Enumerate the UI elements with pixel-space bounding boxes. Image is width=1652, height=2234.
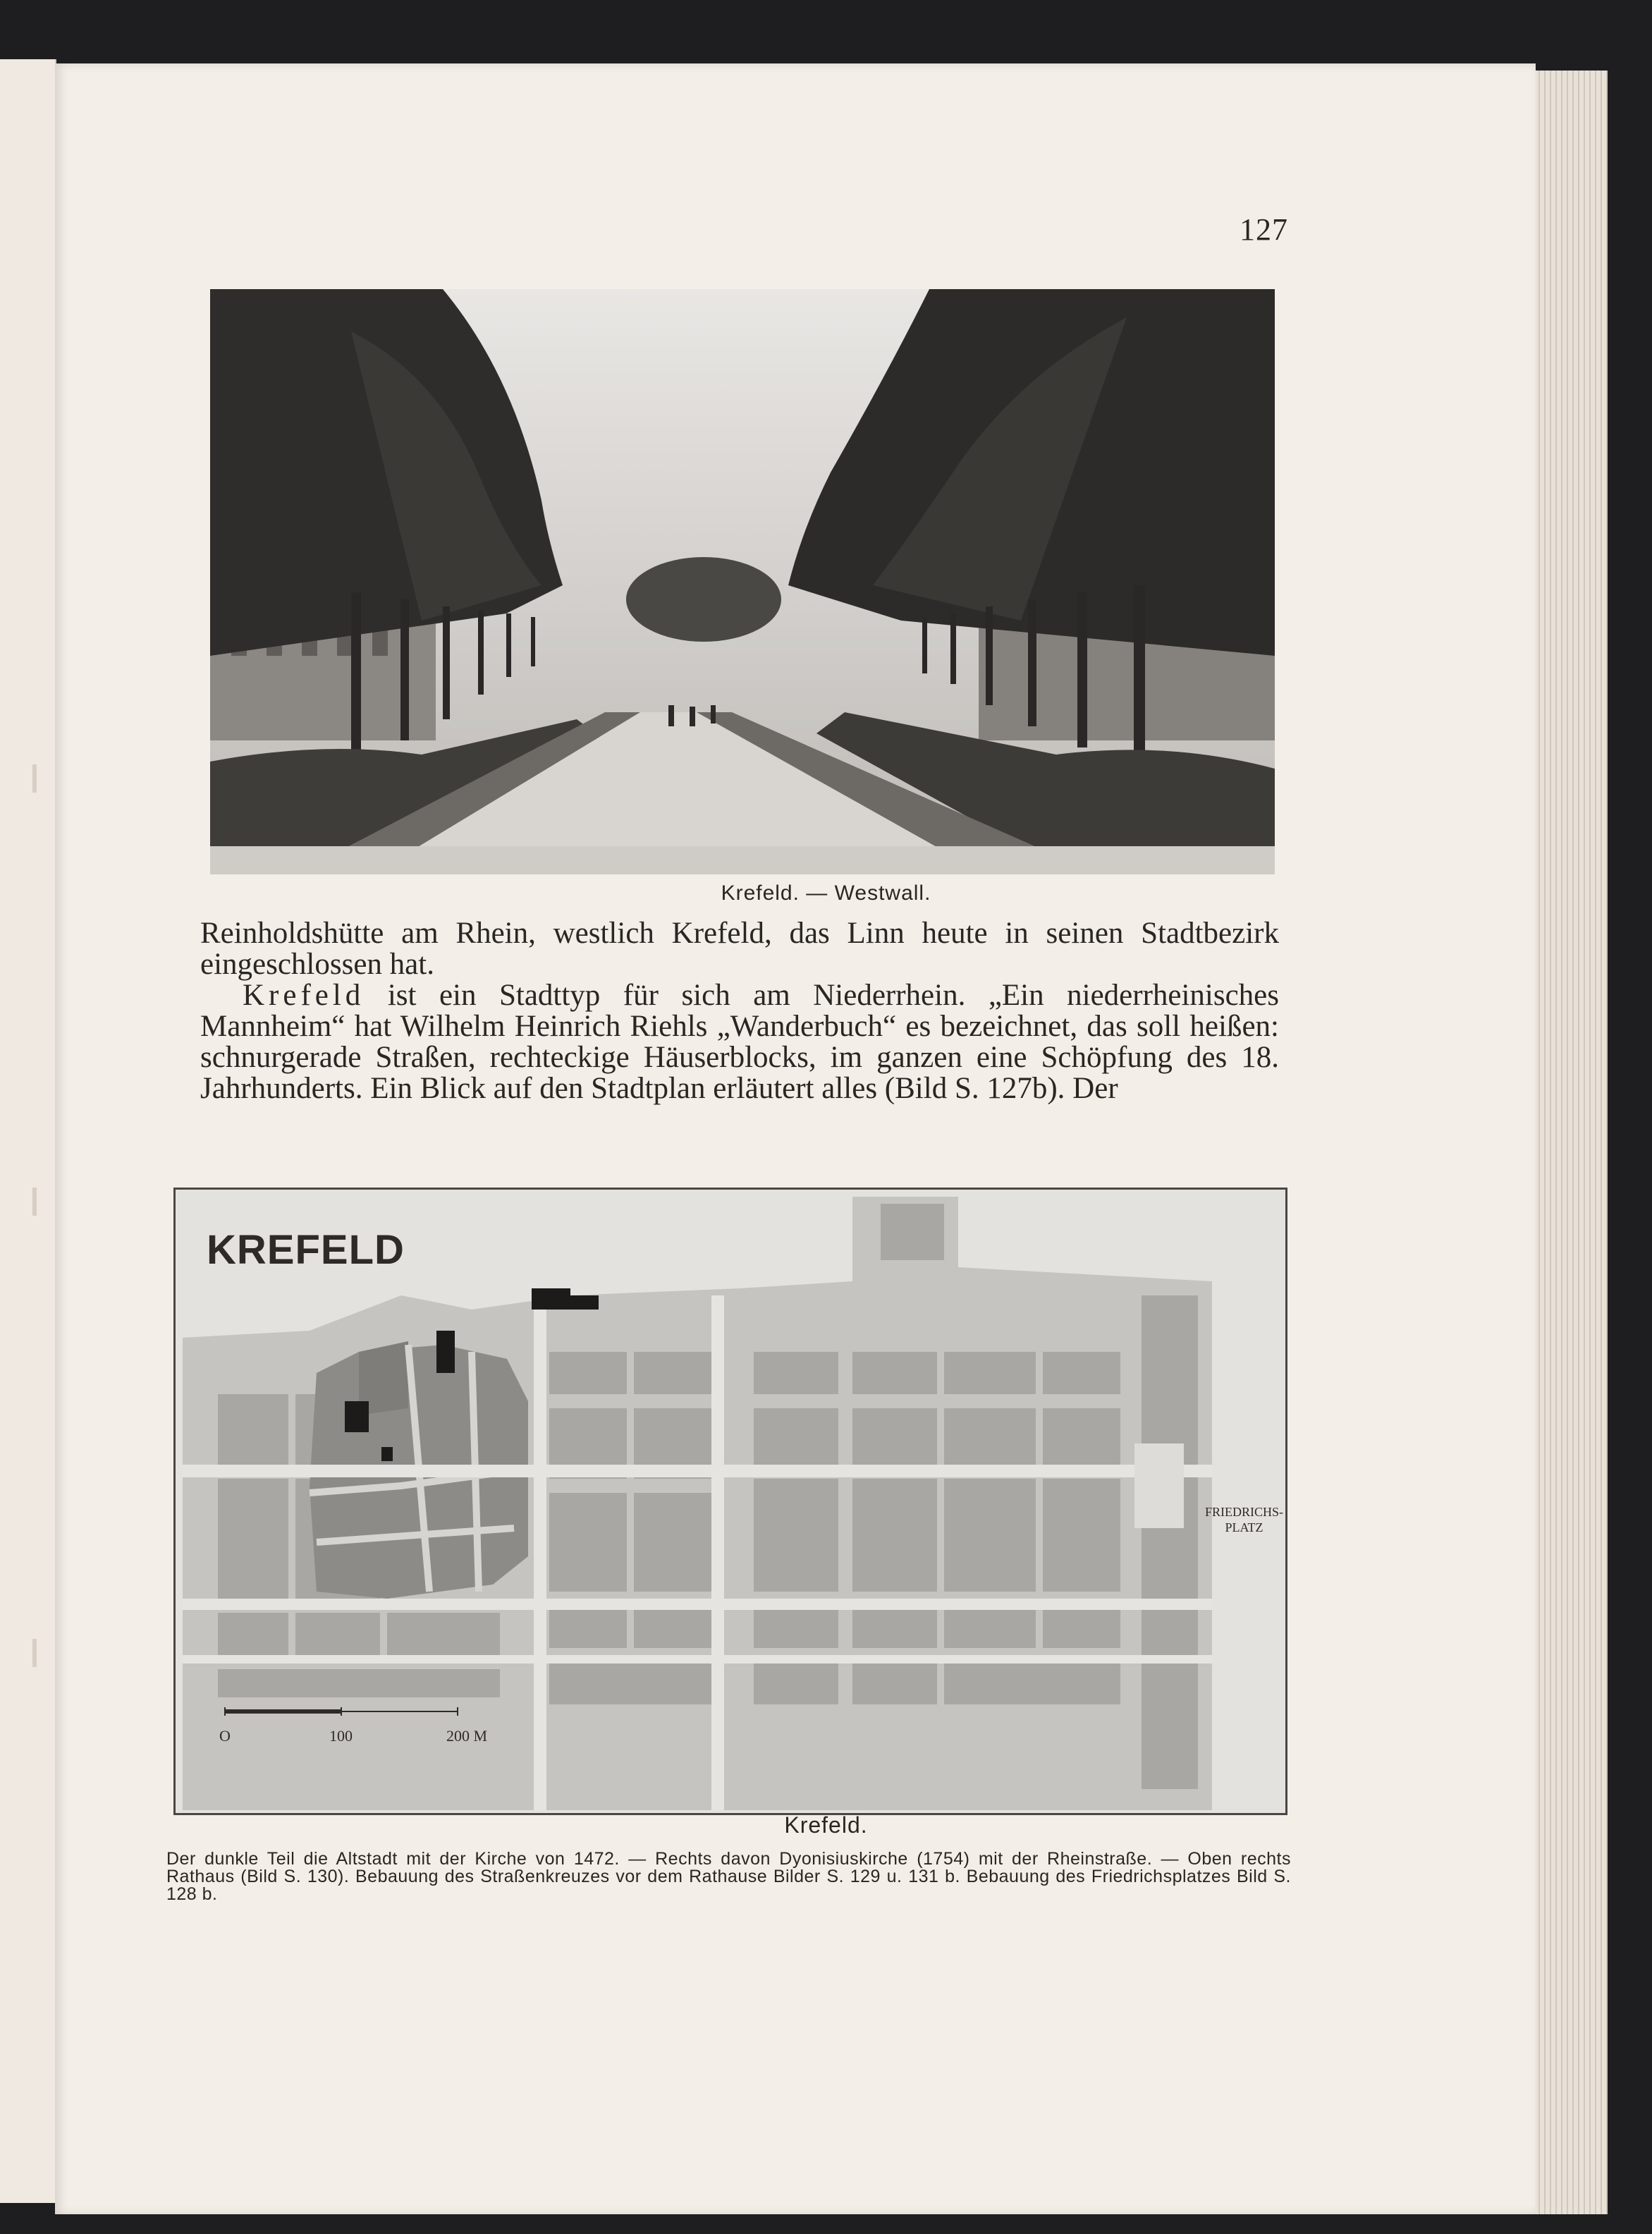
map-caption-text: Der dunkle Teil die Altstadt mit der Kirche von 1472. — Rechts davon Dyonisiuskirche (1754) mit der Rheinstraße. — Oben rechts Rathaus (Bild S. 130). Bebauung des Straßenkreuzes vor dem Rathause Bilder S. 129 u. 131 b. Bebauung des Friedrichsplatzes Bild S. 128 b.	[166, 1849, 1291, 1904]
page-number: 127	[1240, 212, 1288, 247]
friedrichsplatz-label-line1: FRIEDRICHS-	[1205, 1505, 1284, 1519]
photo-caption: Krefeld. — Westwall.	[721, 881, 931, 905]
scale-label-100: 100	[329, 1727, 353, 1745]
map-caption-title: Krefeld.	[784, 1812, 868, 1838]
paragraph-2-text: ist ein Stadttyp für sich am Niederrhein. „Ein niederrheinisches Mannheim“ hat Wilhelm Heinrich Riehls „Wanderbuch“ es bezeichnet, das soll heißen: schnurgerade Straßen, rechteckige Häuserblocks, im ganzen eine Schöpfung des 18. Jahrhunderts. Ein Blick auf den Stadtplan erläutert alles (Bild S. 127b). Der	[200, 979, 1279, 1105]
friedrichsplatz-label	[1205, 1504, 1283, 1535]
city-map-plan	[176, 1190, 1285, 1813]
scale-label-0: O	[219, 1727, 231, 1745]
binding-mark	[32, 1188, 37, 1216]
friedrichsplatz-label-line2: PLATZ	[1225, 1520, 1264, 1534]
map-title: KREFELD	[207, 1227, 405, 1273]
paragraph-2	[200, 980, 1279, 1104]
avenue-photograph	[210, 289, 1275, 874]
binding-mark	[32, 764, 37, 793]
left-page-edge	[0, 59, 56, 2203]
city-map	[173, 1188, 1287, 1815]
scale-label-200: 200 M	[446, 1727, 488, 1745]
paragraph-1: Reinholdshütte am Rhein, westlich Krefeld, das Linn heute in seinen Stadtbezirk eingeschlossen hat.	[200, 917, 1279, 981]
body-text	[200, 918, 1279, 1104]
binding-mark	[32, 1639, 37, 1667]
page-stack-edge	[1523, 71, 1608, 2214]
spaced-word: Krefeld	[243, 979, 365, 1012]
